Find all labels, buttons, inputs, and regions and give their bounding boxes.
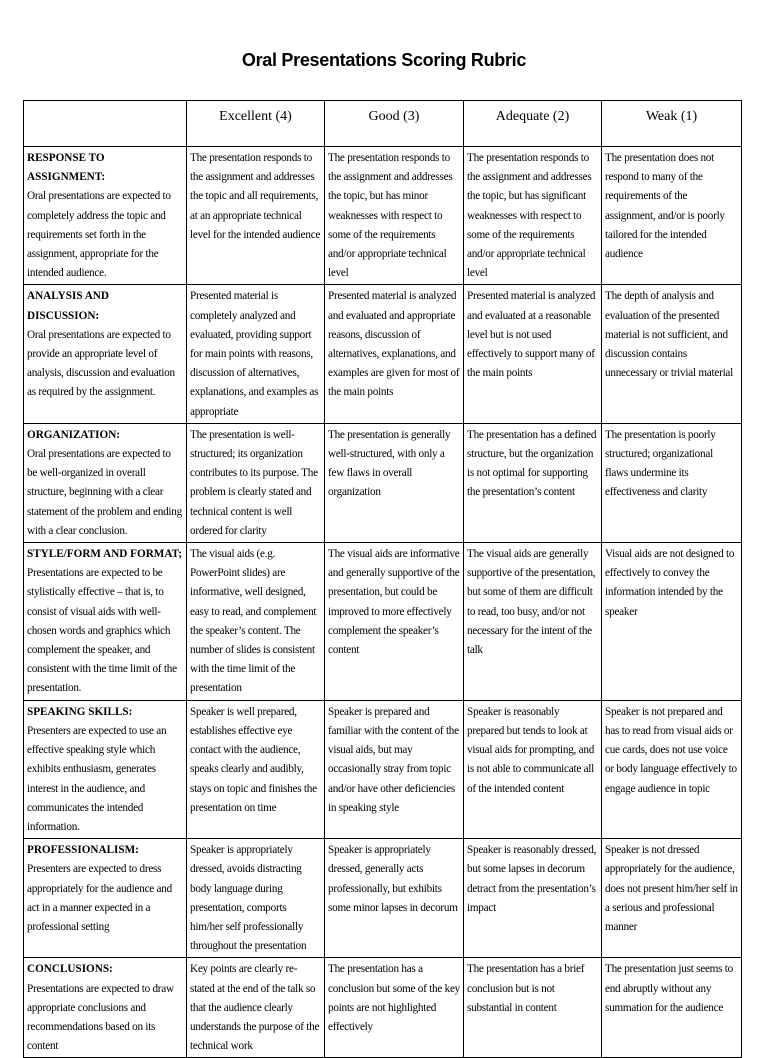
criterion-description: Presentations are expected to be stylistically effective – that is, to consist of visual aids with well-chosen words and graphics which complement the speaker, and consistent with the time limit of the presentation. [27,567,177,695]
rubric-row-speaking [24,700,742,838]
criterion-description: Presenters are expected to use an effective speaking style which exhibits enthusiasm, generates interest in the audience, and communicates the intended information. [27,724,167,833]
criterion-cell [24,423,187,542]
criterion-cell [24,958,187,1058]
rubric-row-response [24,147,742,285]
header-weak: Weak (1) [602,101,742,147]
criterion-cell [24,147,187,285]
excellent-cell: Speaker is well prepared, establishes effective eye contact with the audience, speaks clearly and audibly, stays on topic and finishes the presentation on time [187,700,325,838]
good-cell: The visual aids are informative and generally supportive of the presentation, but could be improved to more effectively complement the speaker’s content [325,543,464,701]
criterion-cell [24,285,187,423]
header-adequate: Adequate (2) [464,101,602,147]
criterion-title: ORGANIZATION: [27,428,121,441]
good-cell: Speaker is appropriately dressed, generally acts professionally, but exhibits some minor lapses in decorum [325,839,464,958]
excellent-cell: Presented material is completely analyzed and evaluated, providing support for main points with reasons, discussion of alternatives, explanations, and examples as appropriate [187,285,325,423]
weak-cell: The presentation is poorly structured; organizational flaws undermine its effectiveness and clarity [602,423,742,542]
criterion-title: RESPONSE TO ASSIGNMENT: [27,152,106,184]
adequate-cell: The presentation has a defined structure, but the organization is not optimal for supporting the presentation’s content [464,423,602,542]
criterion-title: CONCLUSIONS: [27,963,113,976]
adequate-cell: The presentation has a brief conclusion but is not substantial in content [464,958,602,1058]
criterion-description: Presentations are expected to draw appropriate conclusions and recommendations based on its content [27,982,174,1053]
good-cell: The presentation is generally well-structured, with only a few flaws in overall organization [325,423,464,542]
weak-cell: Speaker is not prepared and has to read from visual aids or cue cards, does not use voice or body language effectively to engage audience in topic [602,700,742,838]
adequate-cell: The visual aids are generally supportive of the presentation, but some of them are difficult to read, too busy, and/or not necessary for the intent of the talk [464,543,602,701]
header-good: Good (3) [325,101,464,147]
criterion-title: STYLE/FORM AND FORMAT; [27,548,182,561]
header-criterion-column [24,101,187,147]
excellent-cell: The presentation is well-structured; its organization contributes to its purpose. The problem is clearly stated and technical content is well ordered for clarity [187,423,325,542]
criterion-title: ANALYSIS AND DISCUSSION: [27,290,109,322]
criterion-cell [24,543,187,701]
adequate-cell: The presentation responds to the assignment and addresses the topic, but has significant weaknesses with respect to some of the requirements and/or appropriate technical level [464,147,602,285]
good-cell: The presentation responds to the assignment and addresses the topic, but has minor weaknesses with respect to some of the requirements and/or appropriate technical level [325,147,464,285]
rubric-table [23,100,742,1058]
rubric-row-analysis [24,285,742,423]
adequate-cell: Speaker is reasonably prepared but tends to look at visual aids for prompting, and is not able to communicate all of the intended content [464,700,602,838]
criterion-cell [24,839,187,958]
excellent-cell: Key points are clearly re-stated at the end of the talk so that the audience clearly understands the purpose of the technical work [187,958,325,1058]
document-title: Oral Presentations Scoring Rubric [241,50,527,70]
rubric-row-organization [24,423,742,542]
weak-cell: The depth of analysis and evaluation of the presented material is not sufficient, and discussion contains unnecessary or trivial material [602,285,742,423]
excellent-cell: The presentation responds to the assignment and addresses the topic and all requirements, at an appropriate technical level for the intended audience [187,147,325,285]
criterion-title: SPEAKING SKILLS: [27,705,133,718]
excellent-cell: The visual aids (e.g. PowerPoint slides) are informative, well designed, easy to read, and complement the speaker’s content. The number of slides is consistent with the time limit of the presentation [187,543,325,701]
weak-cell: The presentation just seems to end abruptly without any summation for the audience [602,958,742,1058]
criterion-description: Oral presentations are expected to completely address the topic and requirements set forth in the assignment, appropriate for the intended audience. [27,190,171,280]
criterion-description: Oral presentations are expected to provide an appropriate level of analysis, discussion and evaluation as required by the assignment. [27,328,175,399]
criterion-description: Presenters are expected to dress appropriately for the audience and act in a manner expected in a professional setting [27,863,172,933]
criterion-cell [24,700,187,838]
header-excellent: Excellent (4) [187,101,325,147]
weak-cell: Visual aids are not designed to effectively to convey the information intended by the speaker [602,543,742,701]
criterion-title: PROFESSIONALISM: [27,844,139,857]
criterion-description: Oral presentations are expected to be well-organized in overall structure, beginning with a clear statement of the problem and ending with a clear conclusion. [27,448,182,537]
good-cell: Speaker is prepared and familiar with the content of the visual aids, but may occasionally stray from topic and/or have other deficiencies in speaking style [325,700,464,838]
weak-cell: The presentation does not respond to many of the requirements of the assignment, and/or is poorly tailored for the intended audience [602,147,742,285]
rubric-row-style [24,543,742,701]
rubric-row-professionalism [24,839,742,958]
adequate-cell: Speaker is reasonably dressed, but some lapses in decorum detract from the presentation’s impact [464,839,602,958]
adequate-cell: Presented material is analyzed and evaluated at a reasonable level but is not used effectively to support many of the main points [464,285,602,423]
good-cell: The presentation has a conclusion but some of the key points are not highlighted effectively [325,958,464,1058]
rubric-row-conclusions [24,958,742,1058]
good-cell: Presented material is analyzed and evaluated and appropriate reasons, discussion of alternatives, explanations, and examples are given for most of the main points [325,285,464,423]
weak-cell: Speaker is not dressed appropriately for the audience, does not present him/her self in a serious and professional manner [602,839,742,958]
header-row [24,101,742,147]
excellent-cell: Speaker is appropriately dressed, avoids distracting body language during presentation, comports him/her self professionally throughout the presentation [187,839,325,958]
